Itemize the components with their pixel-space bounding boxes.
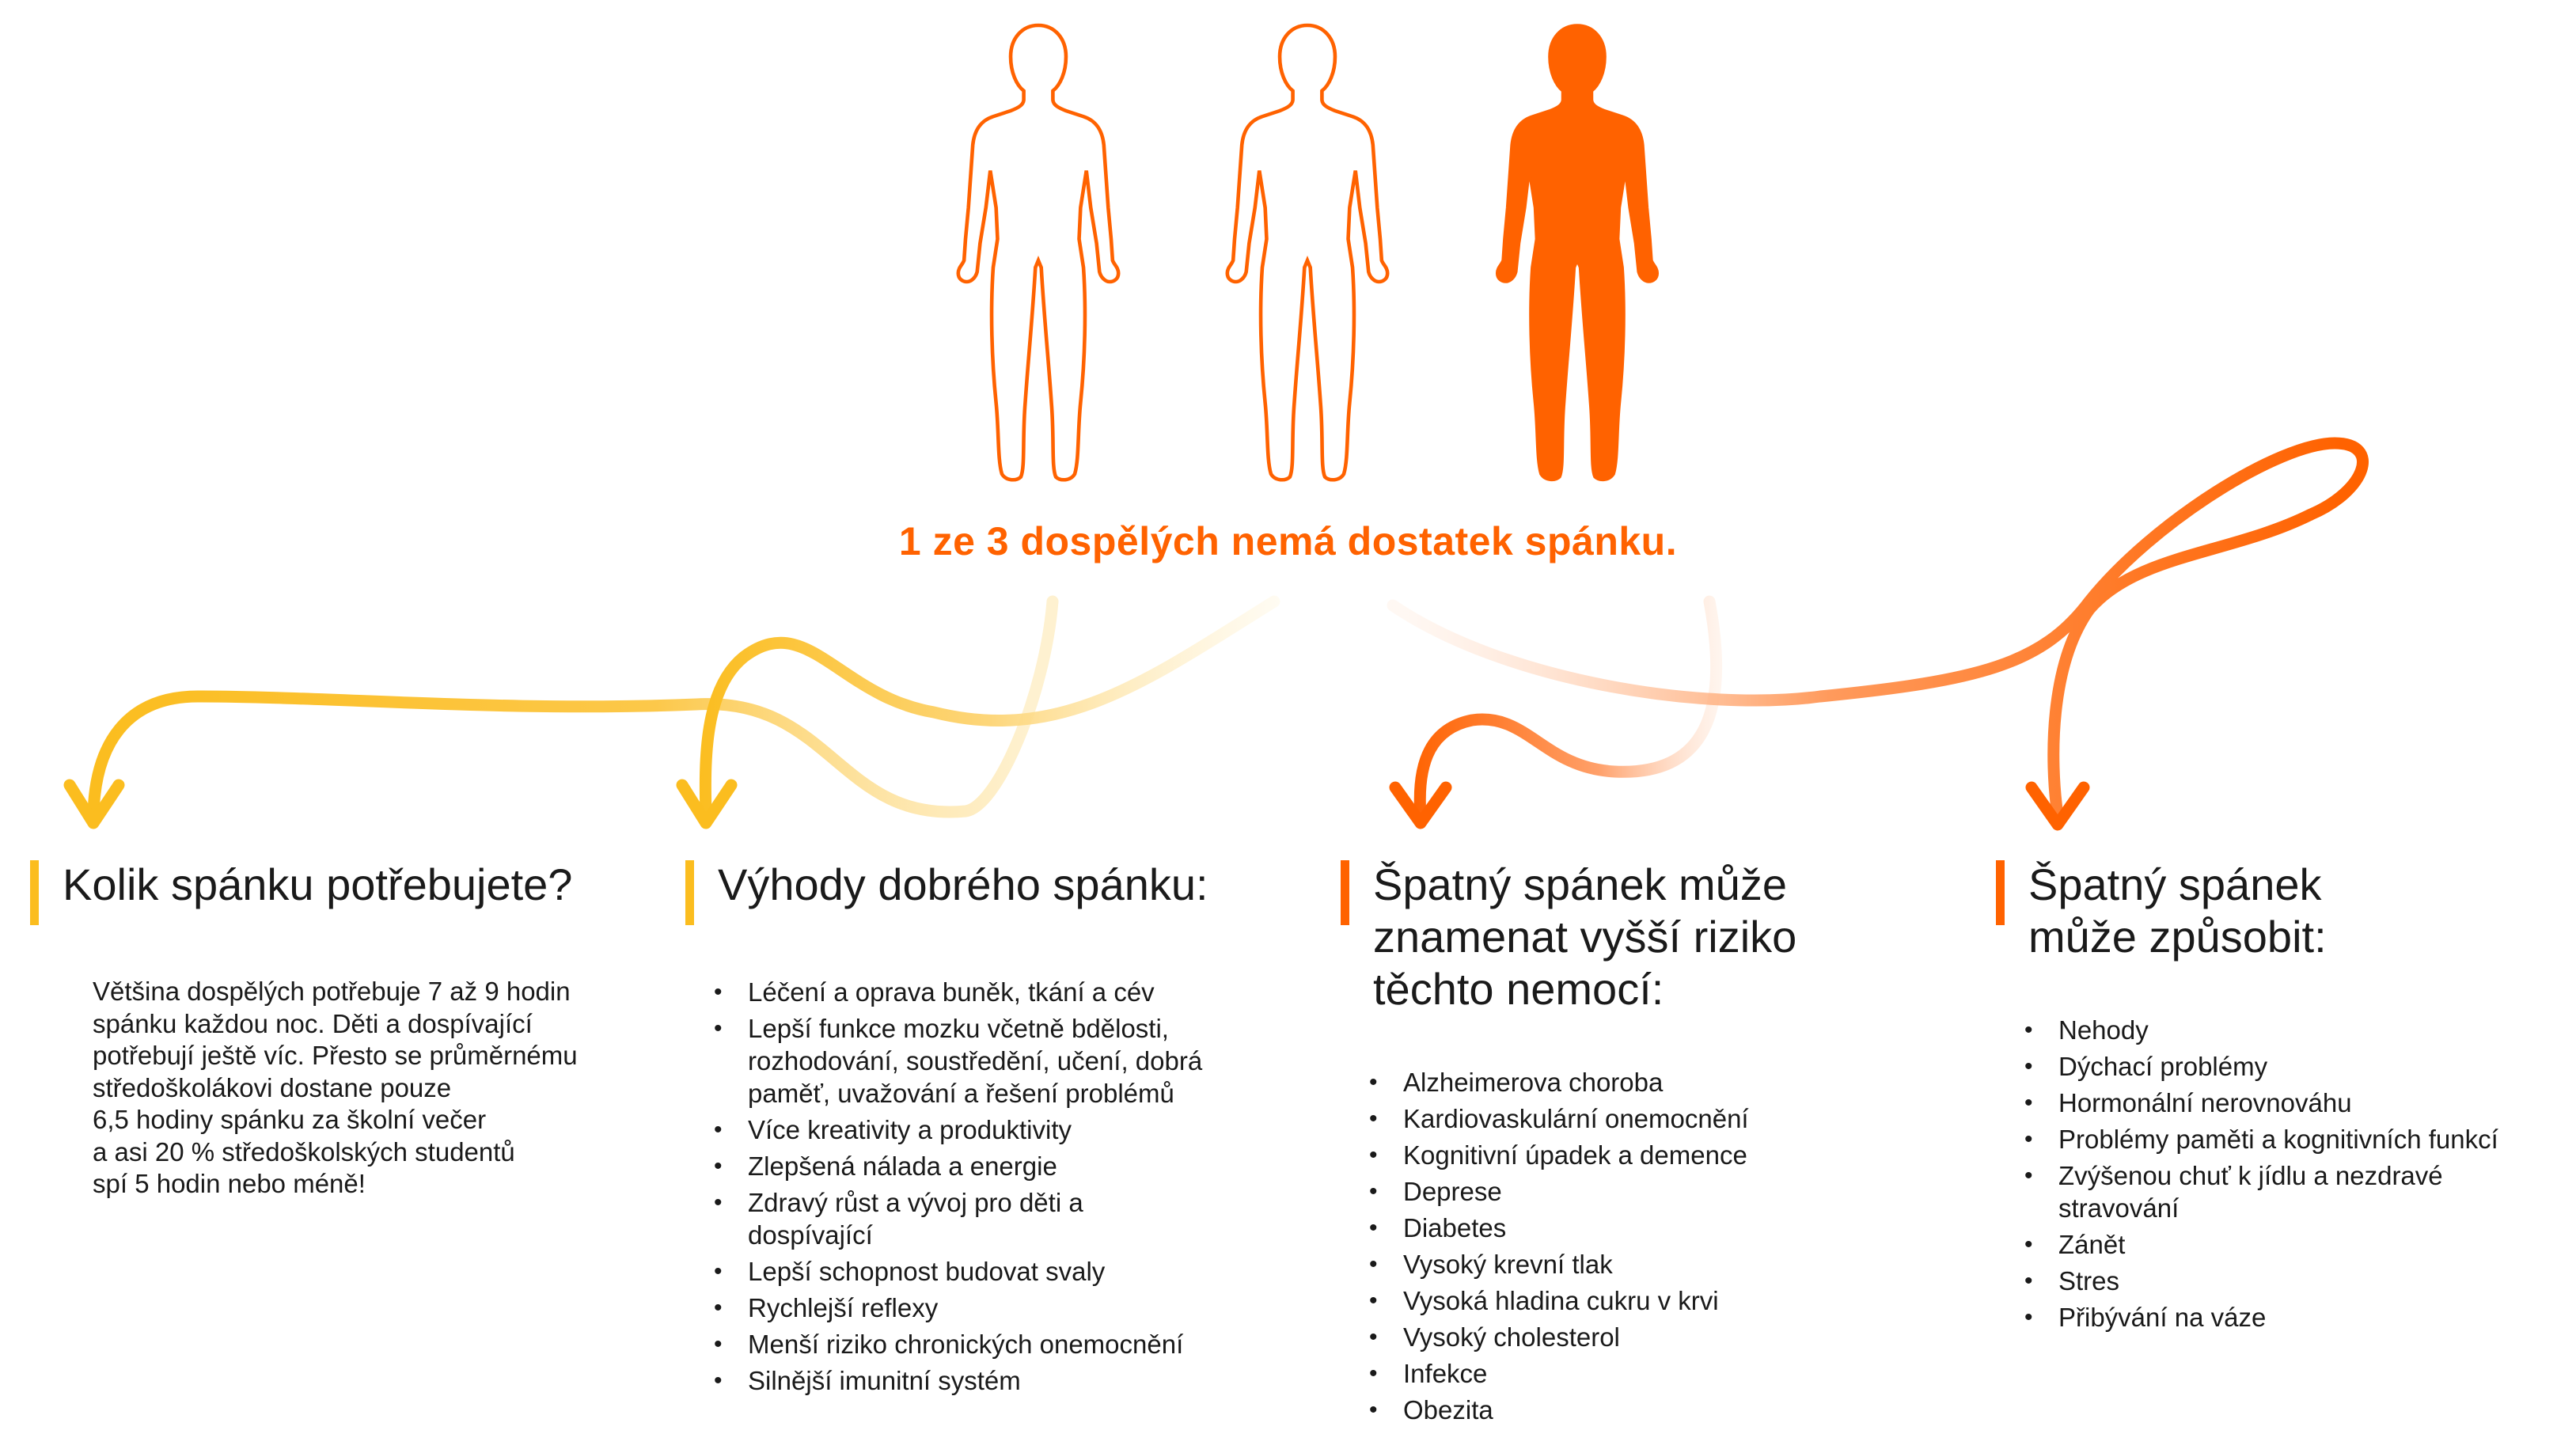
benefits-list xyxy=(685,976,1287,1397)
orange-loop-arrow-4 xyxy=(1393,443,2363,825)
column-header xyxy=(1341,859,1847,1015)
list-item: • Zdravý růst a vývoj pro děti a dospívající xyxy=(748,1186,1120,1251)
column-benefits xyxy=(685,859,1287,1401)
list-item: • Nehody xyxy=(2058,1014,2566,1046)
list-item: • Více kreativity a produktivity xyxy=(748,1113,1287,1146)
list-item: • Silnější imunitní systém xyxy=(748,1364,1287,1397)
list-item: • Zánět xyxy=(2058,1228,2566,1261)
list-item: • Stres xyxy=(2058,1265,2566,1297)
paragraph-line: středoškolákovi dostane pouze xyxy=(93,1072,452,1102)
column-header xyxy=(1996,859,2566,963)
list-item: • Kardiovaskulární onemocnění xyxy=(1403,1102,1847,1135)
column-title: Špatný spánek může znamenat vyšší riziko těchto nemocí: xyxy=(1373,859,1797,1014)
list-item: • Zlepšená nálada a energie xyxy=(748,1150,1287,1182)
column-header xyxy=(685,859,1287,925)
list-item: • Lepší schopnost budovat svaly xyxy=(748,1255,1287,1288)
column-title: Výhody dobrého spánku: xyxy=(718,859,1208,909)
adult-filled-icon xyxy=(1497,25,1657,480)
adult-outline-icon-2 xyxy=(1227,25,1387,480)
list-item: • Infekce xyxy=(1403,1357,1847,1390)
list-item: • Lepší funkce mozku včetně bdělosti, rozhodování, soustředění, učení, dobrá paměť, uvažování a řešení problémů xyxy=(748,1012,1287,1110)
list-item: • Rychlejší reflexy xyxy=(748,1292,1287,1324)
list-item: • Problémy paměti a kognitivních funkcí xyxy=(2058,1123,2566,1155)
paragraph-line: Většina dospělých potřebuje 7 až 9 hodin xyxy=(93,977,571,1006)
paragraph-line: spánku každou noc. Děti a dospívající xyxy=(93,1008,533,1038)
column-disease-risk xyxy=(1341,859,1847,1430)
list-item: • Deprese xyxy=(1403,1175,1847,1208)
list-item: • Léčení a oprava buněk, tkání a cév xyxy=(748,976,1287,1008)
accent-bar xyxy=(1996,860,2005,925)
paragraph-line: potřebují ještě víc. Přesto se průměrnému xyxy=(93,1041,578,1070)
list-item: • Menší riziko chronických onemocnění xyxy=(748,1328,1287,1360)
column-consequences xyxy=(1996,859,2566,1337)
list-item: • Hormonální nerovnováhu xyxy=(2058,1087,2566,1119)
column-title: Špatný spánek může způsobit: xyxy=(2028,859,2327,962)
sleep-needs-paragraph xyxy=(93,976,616,1201)
accent-bar xyxy=(1341,860,1349,925)
column-title: Kolik spánku potřebujete? xyxy=(63,859,573,909)
headline: 1 ze 3 dospělých nemá dostatek spánku. xyxy=(898,519,1678,563)
list-item: • Zvýšenou chuť k jídlu a nezdravé stravování xyxy=(2058,1159,2502,1224)
list-item: • Dýchací problémy xyxy=(2058,1050,2566,1083)
accent-bar xyxy=(30,860,39,925)
list-item: • Vysoký krevní tlak xyxy=(1403,1248,1847,1280)
column-header xyxy=(30,859,616,925)
list-item: • Obezita xyxy=(1403,1394,1847,1426)
list-item: • Diabetes xyxy=(1403,1212,1847,1244)
column-sleep-needs xyxy=(30,859,616,1201)
list-item: • Přibývání na váze xyxy=(2058,1301,2566,1333)
disease-list xyxy=(1341,1066,1847,1426)
yellow-curved-arrow-1 xyxy=(70,601,1053,823)
list-item: • Alzheimerova choroba xyxy=(1403,1066,1847,1098)
list-item: • Vysoká hladina cukru v krvi xyxy=(1403,1284,1847,1317)
accent-bar xyxy=(685,860,694,925)
paragraph-line: a asi 20 % středoškolských studentů xyxy=(93,1136,515,1167)
consequences-list xyxy=(1996,1014,2566,1333)
paragraph-line: spí 5 hodin nebo méně! xyxy=(93,1169,366,1198)
paragraph-line: 6,5 hodiny spánku za školní večer xyxy=(93,1105,487,1134)
list-item: • Vysoký cholesterol xyxy=(1403,1321,1847,1353)
list-item: • Kognitivní úpadek a demence xyxy=(1403,1139,1847,1171)
adult-outline-icon-1 xyxy=(958,25,1118,480)
